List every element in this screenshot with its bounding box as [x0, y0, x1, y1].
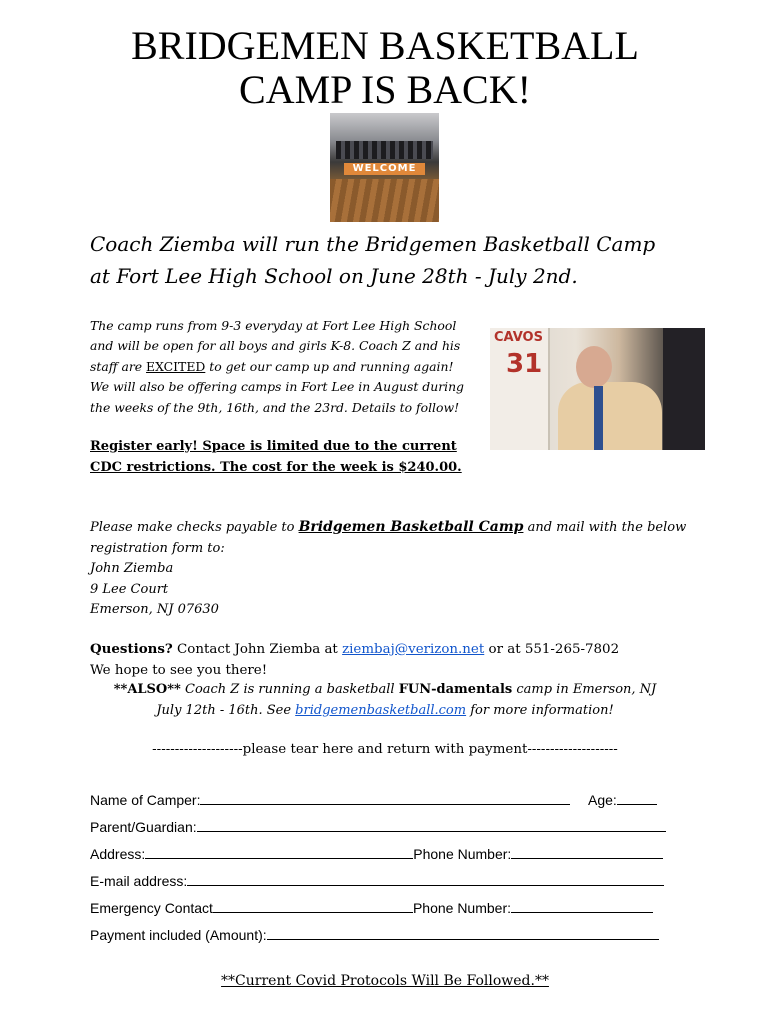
email-link[interactable]: ziembaj@verizon.net — [342, 642, 485, 657]
register-line-2: CDC restrictions. The cost for the week is $240.00. — [90, 459, 462, 475]
emergency-phone-label: Phone Number: — [412, 900, 512, 916]
payee-name: Bridgemen Basketball Camp — [298, 519, 524, 535]
title-line-1: BRIDGEMEN BASKETBALL — [131, 23, 639, 68]
emergency-contact-field[interactable] — [213, 898, 413, 913]
also-announcement — [80, 680, 690, 721]
details-line: We will also be offering camps in Fort Lee in August during — [90, 379, 464, 395]
address-field[interactable] — [145, 844, 413, 859]
mailing-instructions — [90, 517, 690, 621]
details-line: the weeks of the 9th, 16th, and the 23rd. Details to follow! — [90, 399, 460, 415]
form-row-parent — [90, 817, 666, 837]
coach-photo — [490, 328, 705, 450]
camper-name-label: Name of Camper: — [90, 792, 201, 808]
email-address-label: E-mail address: — [90, 873, 188, 889]
flyer-title — [0, 24, 770, 112]
lead-announcement — [90, 228, 690, 292]
camper-name-field[interactable] — [200, 790, 570, 805]
mail-text: Please make checks payable to — [90, 520, 299, 535]
also-text: for more information! — [466, 702, 614, 718]
form-row-address — [90, 844, 663, 864]
mail-text: and mail with the below — [523, 520, 687, 535]
register-line-1: Register early! Space is limited due to the current — [90, 439, 457, 454]
photo-jersey-text: CAVOS — [494, 330, 543, 345]
age-label: Age: — [588, 792, 617, 808]
mail-address-city: Emerson, NJ 07630 — [90, 602, 219, 617]
email-address-field[interactable] — [187, 871, 664, 886]
payment-amount-field[interactable] — [267, 925, 659, 940]
photo-welcome-banner: WELCOME — [344, 163, 425, 175]
details-line: and will be open for all boys and girls K-8. Coach Z and his — [90, 338, 461, 354]
photo-background-player — [663, 328, 705, 450]
parent-guardian-label: Parent/Guardian: — [90, 819, 197, 835]
welcome-photo — [330, 113, 439, 222]
form-row-age — [588, 790, 657, 810]
mail-text: registration form to: — [90, 540, 225, 556]
contact-text: Contact John Ziemba at — [172, 642, 343, 657]
form-row-payment — [90, 925, 659, 945]
form-row-emergency — [90, 898, 653, 918]
form-row-camper — [90, 790, 570, 810]
also-label: **ALSO** — [113, 682, 181, 697]
mail-address-street: 9 Lee Court — [90, 581, 169, 597]
photo-jersey-number: 31 — [506, 349, 543, 379]
photo-coach-head — [576, 346, 612, 388]
fundamentals-emphasis: FUN-damentals — [398, 682, 513, 697]
also-text: July 12th - 16th. See — [156, 702, 296, 718]
details-line: The camp runs from 9-3 everyday at Fort Lee High School — [90, 318, 457, 333]
photo-court-floor — [330, 179, 439, 222]
address-label: Address: — [90, 846, 146, 862]
also-text: camp in Emerson, NJ — [512, 682, 657, 697]
mail-address-name: John Ziemba — [90, 561, 174, 576]
tear-line: --------------------please tear here and return with payment-------------------- — [152, 742, 618, 757]
lead-line-1: Coach Ziemba will run the Bridgemen Basketball Camp — [90, 232, 656, 256]
parent-guardian-field[interactable] — [197, 817, 666, 832]
questions-label: Questions? — [90, 641, 173, 657]
lead-line-2: at Fort Lee High School on June 28th - July 2nd. — [90, 264, 578, 288]
photo-jersey — [490, 328, 550, 450]
excited-emphasis: EXCITED — [146, 358, 206, 374]
payment-amount-label: Payment included (Amount): — [90, 927, 267, 943]
phone-number-field[interactable] — [511, 844, 663, 859]
also-text: Coach Z is running a basketball — [180, 682, 399, 697]
registration-notice — [90, 437, 490, 478]
details-line: staff are — [90, 358, 147, 374]
contact-info — [90, 639, 690, 681]
camp-details — [90, 316, 482, 418]
photo-coach-tie — [594, 386, 603, 450]
emergency-contact-label: Emergency Contact — [90, 900, 213, 916]
website-link[interactable]: bridgemenbasketball.com — [295, 702, 467, 718]
emergency-phone-field[interactable] — [511, 898, 653, 913]
closing-text: We hope to see you there! — [90, 662, 268, 678]
age-field[interactable] — [617, 790, 657, 805]
details-line: to get our camp up and running again! — [205, 358, 454, 374]
phone-number-label: Phone Number: — [413, 846, 512, 862]
photo-crowd — [336, 141, 433, 159]
title-line-2: CAMP IS BACK! — [239, 67, 531, 112]
contact-phone: or at 551-265-7802 — [484, 642, 620, 657]
covid-notice: **Current Covid Protocols Will Be Followed.** — [221, 973, 549, 989]
form-row-email — [90, 871, 664, 891]
photo-coach-shirt — [558, 382, 662, 450]
